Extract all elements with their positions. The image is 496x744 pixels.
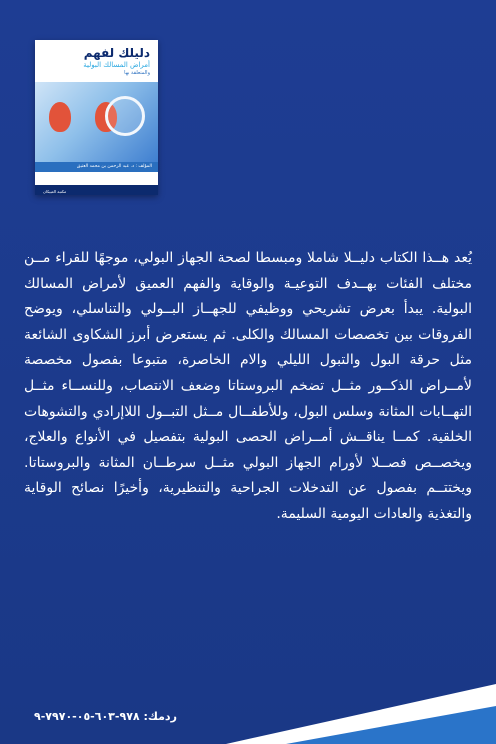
book-cover-thumbnail — [35, 40, 158, 195]
decorative-stripe-blue — [286, 706, 496, 744]
kidney-icon — [49, 102, 71, 132]
cover-author: المؤلف : د. عبد الرحمن بن محمد العتيق — [76, 164, 152, 169]
book-description: يُعد هــذا الكتاب دليــلا شاملا ومبسطا لصحة الجهاز البولي، موجهًا للقراء مــن مختلف الفئات بهــدف التوعيـة والوقاية والفهم العميق لأمراض المسالك البولية. يبدأ بعرض تشريحي ووظيفي للجهــاز البــولي والتناسلي، ويوضح الفروقات بين تخصصات المسالك والكلى. ثم يستعرض أبرز الشكاوى الشائعة مثل حرقة البول والتبول الليلي والام الخاصرة، متبوعا بفصول مخصصة لأمــراض الذكــور مثــل تضخم البروستاتا وضعف الانتصاب، وللنســاء مثــل التهــابات المثانة وسلس البول، وللأطفــال مــثل التبــول اللاإرادي والتشوهات الخلقية. كمــا يناقــش أمــراض الحصى البولية بتفصيل في الأنواع والعلاج، ويخصــص فصــلا لأورام الجهاز البولي مثــل سرطــان المثانة والبروستاتا. ويختتــم بفصول عن التدخلات الجراحية والتنظيرية، وأخيرًا نصائح الوقاية والتغذية والعادات اليومية السليمة. — [24, 250, 472, 522]
cover-subtitle: أمراض المسالك البولية — [83, 61, 150, 69]
cover-title: دليلك لفهم — [83, 46, 150, 60]
isbn-label: ردمك: ٩٧٨-٦٠٣-٠٥-٧٩٧٠-٩ — [34, 710, 177, 723]
magnifier-icon — [105, 96, 145, 136]
cover-subtitle-secondary: والمتعلقة بها — [124, 70, 150, 76]
cover-publisher: مكتبة العبيكان — [43, 189, 67, 194]
